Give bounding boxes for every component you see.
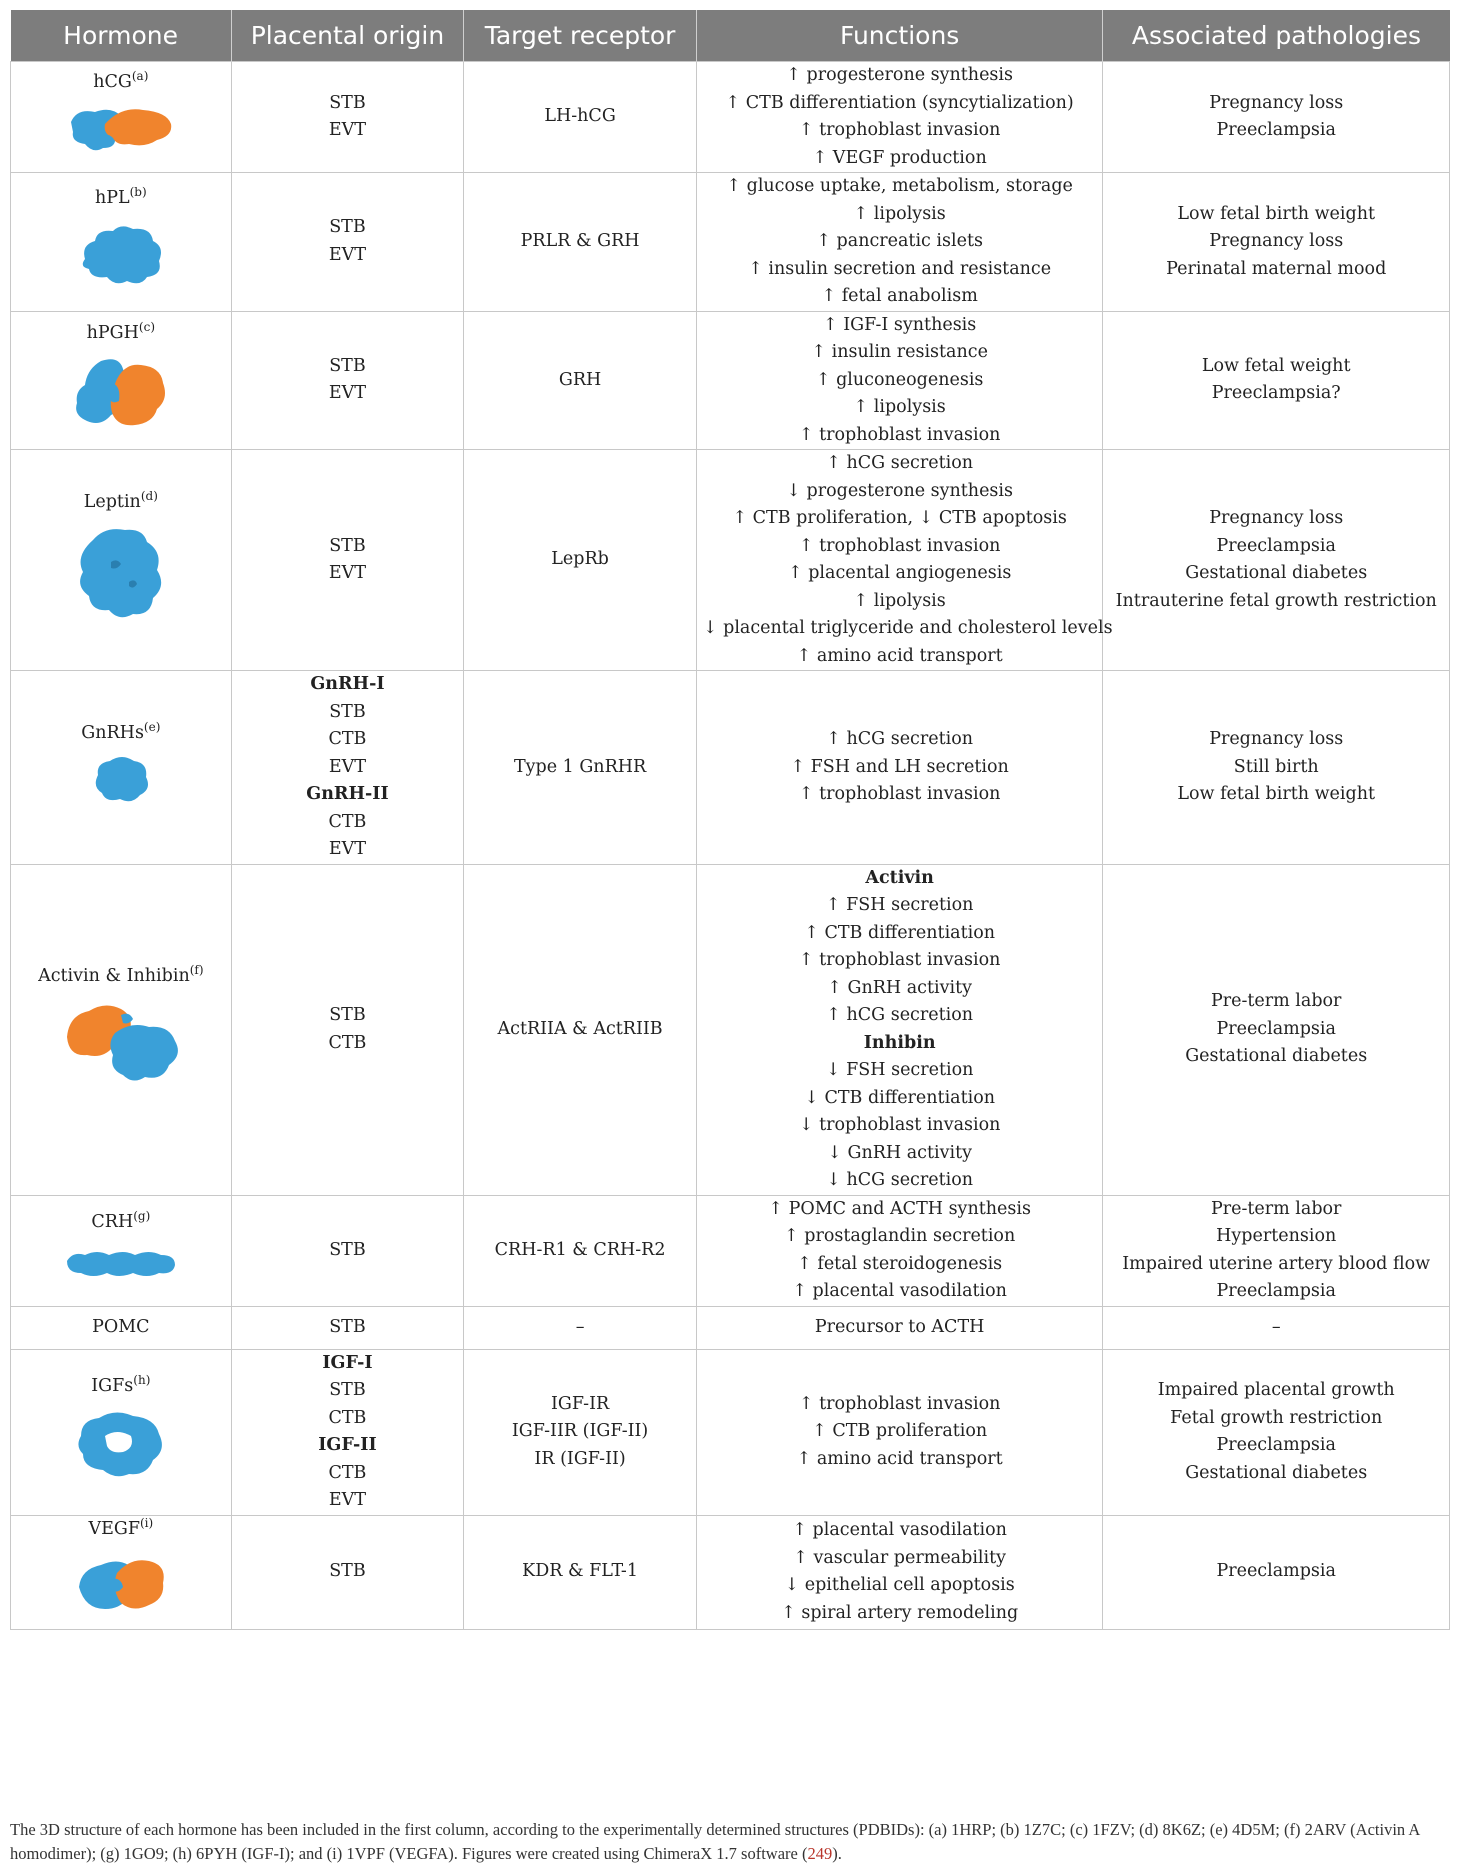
table-row [11, 1306, 1450, 1349]
functions-cell-line: ↓ GnRH activity [827, 1142, 973, 1163]
hormone-name-wrap [17, 1314, 225, 1342]
hpgh-structure-image [17, 353, 225, 441]
receptor-cell-line: IGF-IIR (IGF-II) [511, 1421, 649, 1442]
origin-cell-line: EVT [328, 563, 366, 583]
functions-cell-line: ↑ amino acid transport [796, 1448, 1003, 1469]
origin-cell-line: EVT [328, 756, 366, 777]
pathologies-cell [1103, 311, 1450, 450]
table-row [11, 1349, 1450, 1515]
functions-cell-line: ↑ lipolysis [853, 397, 946, 417]
vegf-structure-image [17, 1549, 225, 1629]
hormone-table-document [10, 10, 1450, 1630]
receptor-cell [464, 173, 697, 312]
origin-cell [231, 173, 464, 312]
functions-cell-line: ↑ hCG secretion [826, 453, 974, 473]
pathologies-cell-line: Impaired uterine artery blood flow [1122, 1253, 1431, 1274]
functions-cell-line: ↑ IGF-I synthesis [823, 314, 977, 335]
functions-cell-line: ↑ CTB differentiation [804, 922, 996, 943]
pathologies-cell-line: Fetal growth restriction [1170, 1407, 1383, 1428]
pathologies-cell [1103, 1195, 1450, 1306]
hormone-ref-superscript: (a) [131, 68, 149, 83]
functions-cell-line: ↑ glucose uptake, metabolism, storage [726, 176, 1073, 196]
origin-cell-line: CTB [328, 1462, 367, 1483]
functions-cell [696, 62, 1103, 173]
receptor-cell-line: Type 1 GnRHR [513, 756, 647, 777]
hormone-name: VEGF [88, 1518, 140, 1539]
receptor-cell-line: PRLR & GRH [520, 231, 640, 251]
origin-cell [231, 62, 464, 173]
receptor-cell [464, 1349, 697, 1515]
origin-cell-line: IGF-II [318, 1435, 377, 1455]
pathologies-cell [1103, 450, 1450, 671]
origin-cell-line: IGF-I [322, 1352, 373, 1373]
functions-cell-line: ↑ placental vasodilation [792, 1281, 1007, 1301]
origin-cell-line: STB [329, 1316, 366, 1337]
functions-cell-line: ↑ placental angiogenesis [788, 563, 1012, 583]
hormone-ref-superscript: (f) [189, 963, 204, 978]
table-row [11, 1515, 1450, 1629]
hormone-cell [11, 1195, 232, 1306]
hormone-ref-superscript: (e) [143, 719, 161, 734]
origin-cell-line: STB [329, 1005, 366, 1025]
hormone-name: hCG [93, 71, 132, 92]
table-body [11, 62, 1450, 1630]
functions-cell-line: ↑ progesterone synthesis [786, 65, 1013, 85]
hormone-table [10, 10, 1450, 1630]
origin-cell-line: EVT [328, 120, 366, 140]
pathologies-cell-line: Preeclampsia? [1211, 383, 1341, 404]
hormone-name: GnRHs [81, 722, 144, 743]
pathologies-cell-line: Pregnancy loss [1209, 729, 1344, 749]
functions-cell-line: ↑ prostaglandin secretion [784, 1226, 1016, 1246]
origin-cell-line: STB [329, 1380, 366, 1400]
receptor-cell-line: CRH-R1 & CRH-R2 [494, 1239, 666, 1260]
functions-cell-line: ↑ lipolysis [853, 590, 946, 611]
table-row [11, 173, 1450, 312]
origin-cell-line: EVT [328, 244, 366, 265]
functions-cell-line: ↑ trophoblast invasion [798, 1393, 1001, 1414]
functions-cell-line: ↓ epithelial cell apoptosis [784, 1575, 1015, 1595]
pathologies-cell [1103, 1515, 1450, 1629]
functions-cell-line: ↑ CTB differentiation (syncytialization) [725, 92, 1074, 113]
pathologies-cell-line: Pregnancy loss [1209, 508, 1344, 528]
origin-cell-line: EVT [328, 1490, 366, 1510]
hormone-ref-superscript: (h) [133, 1372, 151, 1387]
receptor-cell-line: ActRIIA & ActRIIB [497, 1018, 663, 1039]
table-row [11, 1195, 1450, 1306]
functions-cell-line: ↑ GnRH activity [827, 977, 973, 998]
functions-cell [696, 864, 1103, 1195]
header-hormone: Hormone [11, 10, 232, 62]
origin-cell [231, 864, 464, 1195]
hormone-cell [11, 450, 232, 671]
functions-cell [696, 173, 1103, 312]
hormone-name-wrap [17, 489, 225, 517]
pathologies-cell-line: Gestational diabetes [1185, 1462, 1368, 1483]
hormone-name: CRH [91, 1212, 134, 1232]
functions-cell-line: ↓ placental triglyceride and cholesterol levels [702, 618, 1113, 638]
functions-cell [696, 450, 1113, 671]
hormone-name: POMC [92, 1316, 150, 1337]
origin-cell-line: EVT [328, 839, 366, 859]
pathologies-cell [1103, 173, 1450, 312]
functions-cell-line: ↑ trophoblast invasion [798, 784, 1001, 804]
pathologies-cell [1103, 1306, 1450, 1349]
functions-cell-line: Precursor to ACTH [814, 1316, 985, 1337]
origin-cell-line: CTB [328, 1407, 367, 1428]
receptor-cell-line: – [575, 1316, 585, 1337]
receptor-cell-line: IR (IGF-II) [534, 1448, 626, 1469]
footnote-text: The 3D structure of each hormone has been included in the first column, according to the experimentally determined structures (PDBIDs): (a) 1HRP; (b) 1Z7C; (c) 1FZV; (d) 8K6Z; (e) 4D5M; (f) 2ARV (Activin A homodimer); (g) 1GO9; (h) 6PYH (IGF-I); and (i) 1VPF (VEGFA). Figures were created using ChimeraX 1.7 software ( [10, 1820, 1420, 1863]
functions-cell [696, 311, 1103, 450]
origin-cell-line: STB [329, 355, 366, 376]
table-row [11, 864, 1450, 1195]
origin-cell [231, 1515, 464, 1629]
functions-cell [696, 1195, 1103, 1306]
functions-cell-line: ↑ hCG secretion [826, 729, 974, 749]
functions-cell-line: ↑ VEGF production [812, 147, 987, 168]
gnrh-structure-image [17, 753, 225, 815]
functions-cell-line: ↓ FSH secretion [825, 1060, 974, 1080]
receptor-cell-line: KDR & FLT-1 [522, 1561, 638, 1582]
functions-cell-line: ↑ placental vasodilation [792, 1520, 1007, 1540]
hormone-cell [11, 62, 232, 173]
pathologies-cell-line: Low fetal weight [1201, 355, 1351, 376]
hormone-cell [11, 173, 232, 312]
origin-cell [231, 1195, 464, 1306]
pathologies-cell-line: Preeclampsia [1216, 535, 1336, 556]
crh-structure-image [17, 1243, 225, 1293]
receptor-cell [464, 311, 697, 450]
pathologies-cell-line: Perinatal maternal mood [1166, 258, 1387, 279]
pathologies-cell-line: Still birth [1233, 756, 1319, 777]
footnote-reference-link[interactable]: 249 [807, 1844, 833, 1863]
pathologies-cell-line: Low fetal birth weight [1177, 203, 1376, 224]
pathologies-cell-line: Gestational diabetes [1185, 563, 1368, 583]
functions-cell-line: ↑ trophoblast invasion [798, 535, 1001, 556]
functions-cell-line: ↑ spiral artery remodeling [781, 1602, 1019, 1623]
table-footnote [10, 1818, 1450, 1866]
functions-cell-line: Inhibin [863, 1032, 936, 1053]
functions-cell-line: ↓ progesterone synthesis [786, 480, 1013, 501]
pathologies-cell-line: Preeclampsia [1216, 1281, 1336, 1301]
pathologies-cell-line: Pregnancy loss [1209, 92, 1344, 113]
hormone-ref-superscript: (d) [140, 488, 158, 503]
hormone-cell [11, 311, 232, 450]
pathologies-cell [1103, 62, 1450, 173]
functions-cell [696, 1306, 1103, 1349]
functions-cell-line: ↑ fetal steroidogenesis [797, 1253, 1003, 1274]
origin-cell-line: GnRH-II [306, 784, 389, 804]
receptor-cell-line: LepRb [551, 549, 609, 570]
pathologies-cell-line: Preeclampsia [1216, 1018, 1336, 1039]
pathologies-cell-line: Low fetal birth weight [1177, 784, 1376, 804]
receptor-cell [464, 450, 697, 671]
header-functions: Functions [696, 10, 1103, 62]
hormone-ref-superscript: (c) [138, 319, 156, 334]
origin-cell [231, 671, 464, 865]
hormone-cell [11, 1349, 232, 1515]
receptor-cell [464, 1195, 697, 1306]
functions-cell-line: ↑ lipolysis [853, 203, 946, 224]
origin-cell-line: CTB [328, 1032, 367, 1053]
hormone-name: IGFs [91, 1375, 134, 1396]
origin-cell-line: EVT [328, 383, 366, 404]
hormone-name-wrap [17, 1209, 225, 1237]
functions-cell-line: ↑ vascular permeability [793, 1547, 1007, 1568]
functions-cell-line: ↑ trophoblast invasion [798, 950, 1001, 970]
functions-cell-line: ↑ POMC and ACTH synthesis [768, 1198, 1031, 1219]
hormone-cell [11, 864, 232, 1195]
receptor-cell [464, 864, 697, 1195]
footnote-end: ). [832, 1844, 842, 1863]
functions-cell-line: ↑ trophoblast invasion [798, 120, 1001, 140]
hormone-name-wrap [17, 1373, 225, 1401]
receptor-cell [464, 62, 697, 173]
receptor-cell-line: IGF-IR [550, 1393, 610, 1414]
origin-cell-line: STB [329, 535, 366, 556]
origin-cell-line: STB [329, 92, 366, 113]
receptor-cell [464, 1306, 697, 1349]
functions-cell-line: ↑ insulin secretion and resistance [748, 258, 1052, 279]
pathologies-cell [1103, 671, 1450, 865]
functions-cell-line: ↑ amino acid transport [796, 645, 1003, 666]
functions-cell-line: ↓ hCG secretion [826, 1170, 974, 1190]
functions-cell-line: ↓ trophoblast invasion [798, 1115, 1001, 1135]
table-row [11, 311, 1450, 450]
origin-cell-line: CTB [328, 729, 367, 749]
pathologies-cell-line: Preeclampsia [1216, 120, 1336, 140]
origin-cell-line: STB [329, 1239, 366, 1260]
hormone-cell [11, 1306, 232, 1349]
hormone-name: hPGH [86, 322, 139, 343]
functions-cell-line: ↑ pancreatic islets [816, 231, 983, 251]
functions-cell-line: ↑ gluconeogenesis [815, 369, 984, 390]
pathologies-cell-line: Pregnancy loss [1209, 231, 1344, 251]
table-row [11, 62, 1450, 173]
origin-cell-line: STB [329, 1561, 366, 1582]
pathologies-cell-line: Pre-term labor [1210, 1198, 1342, 1219]
hormone-name-wrap [17, 185, 225, 213]
pathologies-cell-line: – [1271, 1316, 1281, 1337]
origin-cell [231, 450, 464, 671]
pathologies-cell-line: Preeclampsia [1216, 1561, 1336, 1582]
pathologies-cell-line: Gestational diabetes [1185, 1046, 1368, 1067]
hormone-cell [11, 671, 232, 865]
functions-cell-line: ↓ CTB differentiation [804, 1087, 996, 1108]
table-header-row [11, 10, 1450, 62]
origin-cell [231, 311, 464, 450]
pathologies-cell-line: Hypertension [1216, 1226, 1337, 1246]
hormone-name-wrap [17, 1516, 225, 1544]
pathologies-cell [1103, 864, 1450, 1195]
functions-cell-line: ↑ CTB proliferation [812, 1421, 988, 1442]
hormone-name-wrap [17, 963, 225, 991]
functions-cell [696, 1349, 1103, 1515]
functions-cell [696, 1515, 1103, 1629]
hcg-structure-image [17, 102, 225, 166]
header-associated-pathologies: Associated pathologies [1103, 10, 1450, 62]
hormone-ref-superscript: (b) [129, 185, 147, 200]
hormone-name-wrap [17, 69, 225, 97]
header-target-receptor: Target receptor [464, 10, 697, 62]
igf-structure-image [17, 1406, 225, 1492]
hormone-name: hPL [94, 188, 130, 209]
functions-cell [696, 671, 1103, 865]
receptor-cell [464, 671, 697, 865]
origin-cell [231, 1306, 464, 1349]
functions-cell-line: ↑ FSH secretion [825, 895, 974, 915]
pathologies-cell [1103, 1349, 1450, 1515]
functions-cell-line: ↑ FSH and LH secretion [790, 756, 1009, 777]
leptin-structure-image [17, 522, 225, 632]
hormone-ref-superscript: (g) [133, 1209, 151, 1224]
hormone-cell [11, 1515, 232, 1629]
functions-cell-line: Activin [865, 867, 934, 888]
receptor-cell-line: LH-hCG [544, 106, 616, 127]
pathologies-cell-line: Impaired placental growth [1157, 1380, 1395, 1400]
functions-cell-line: ↑ insulin resistance [811, 342, 988, 362]
hormone-ref-superscript: (i) [139, 1515, 154, 1530]
origin-cell-line: CTB [328, 811, 367, 832]
origin-cell-line: STB [329, 217, 366, 238]
hormone-name-wrap [17, 720, 225, 748]
origin-cell-line: STB [329, 701, 366, 722]
hormone-name: Leptin [83, 491, 141, 512]
hormone-name-wrap [17, 320, 225, 348]
activin-structure-image [17, 997, 225, 1097]
header-placental-origin: Placental origin [231, 10, 464, 62]
hormone-name: Activin & Inhibin [38, 966, 190, 986]
pathologies-cell-line: Intrauterine fetal growth restriction [1115, 590, 1437, 611]
origin-cell [231, 1349, 464, 1515]
pathologies-cell-line: Preeclampsia [1216, 1435, 1336, 1455]
functions-cell-line: ↑ trophoblast invasion [798, 424, 1001, 445]
table-row [11, 671, 1450, 865]
functions-cell-line: ↑ hCG secretion [826, 1005, 974, 1025]
origin-cell-line: GnRH-I [310, 674, 385, 694]
functions-cell-line: ↑ fetal anabolism [821, 286, 978, 306]
functions-cell-line: ↑ CTB proliferation, ↓ CTB apoptosis [732, 508, 1067, 528]
receptor-cell [464, 1515, 697, 1629]
receptor-cell-line: GRH [558, 369, 602, 390]
hpl-structure-image [17, 219, 225, 299]
pathologies-cell-line: Pre-term labor [1210, 991, 1342, 1012]
table-row [11, 450, 1450, 671]
